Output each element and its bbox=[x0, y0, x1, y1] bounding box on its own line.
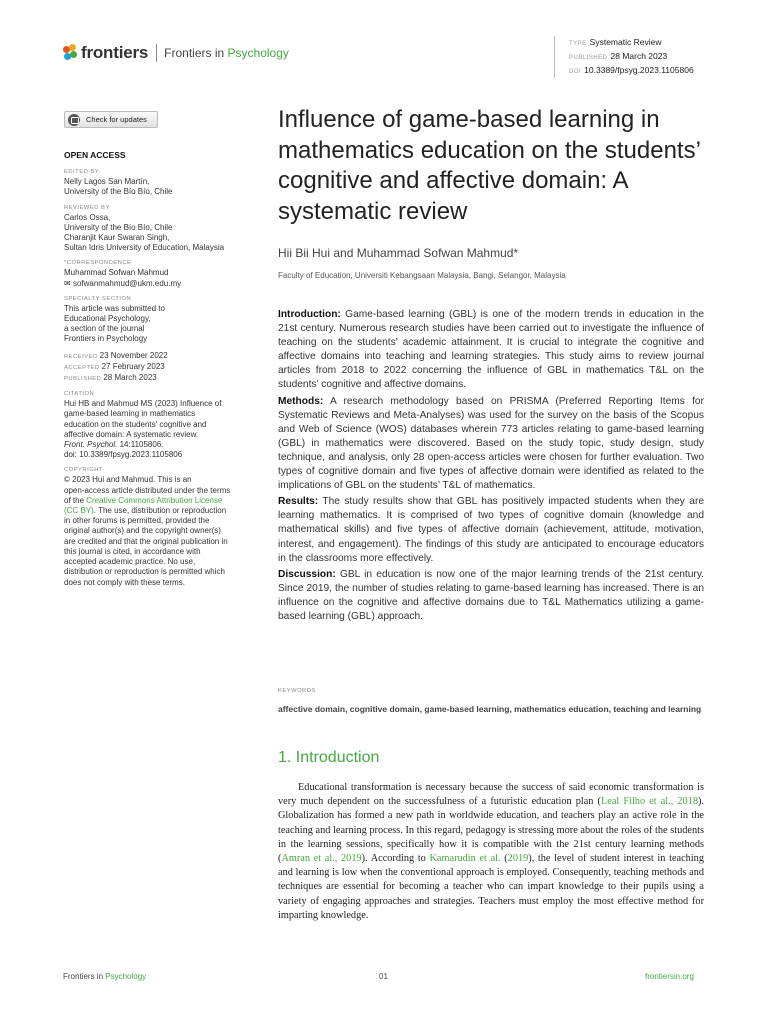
edited-by: EDITED BY Nelly Lagos San Martín, University of the Bío Bío, Chile bbox=[64, 169, 173, 197]
updates-icon bbox=[68, 114, 80, 126]
correspondence: *CORRESPONDENCE Muhammad Sofwan Mahmud ✉ sofwanmahmud@ukm.edu.my bbox=[64, 259, 264, 288]
introduction-body: Educational transformation is necessary because the success of said economic transformation is very much dependent on the successfulness of a futuristic education plan (Leal Filho et al., 2018). Globalization has formed a new path in worldwide education, and teachers play an active role in the teaching and learning process. In this regard, pedagogy is stressing more about the roles of the students in the learning sessions, specifically how it is compatible with the 21st century learning methods (Amran et al., 2019). According to Kamarudin et al. (2019), the level of student interest in teaching and learning is low when the conventional approach is employed. Consequently, teaching methods and techniques are essential for becoming a teacher who can impart knowledge to their pupils using a variety of engaging approaches and strategies. Teachers must employ the most effective method for imparting knowledge. bbox=[278, 782, 705, 921]
meta-type: TYPE Systematic Review bbox=[569, 37, 662, 47]
sidebar bbox=[64, 150, 264, 594]
email-link[interactable]: ✉ sofwanmahmud@ukm.edu.my bbox=[64, 278, 182, 288]
affiliation: Faculty of Education, Universiti Kebangsaan Malaysia, Bangi, Selangor, Malaysia bbox=[278, 271, 566, 280]
abstract-introduction: Introduction: Game-based learning (GBL) is one of the modern trends in education in the 21st century. Numerous research studies have been carried out to investigate the influence of teaching on the students’ academic attainment. It is crucial to integrate the cognitive and affective domains into teaching and learning strategies. This study aims to review journal articles from 2018 to 2022 concerning the influence of GBL in mathematics T&L on the students’ cognitive and affective domains. bbox=[278, 309, 704, 391]
article-meta bbox=[554, 36, 694, 78]
keywords-label: KEYWORDS bbox=[278, 688, 316, 694]
mail-icon: ✉ bbox=[64, 278, 71, 288]
footer-site-link[interactable]: frontiersin.org bbox=[645, 972, 694, 981]
footer-journal[interactable]: Frontiers in Psychology bbox=[63, 972, 147, 981]
meta-published: PUBLISHED 28 March 2023 bbox=[569, 51, 668, 61]
abstract-discussion: Discussion: GBL in education is now one of the major learning trends of the 21st century. Since 2019, the number of studies relating to game-based learning has increased. There is an influence on the cognitive and affective domains due to T&L Mathematics utilizing a game-based learning (GBL) approach. bbox=[278, 568, 704, 622]
citation: CITATION Hui HB and Mahmud MS (2023) Influence of game-based learning in mathematics education on the students’ cognitive and affective domain: A systematic review. Front. Psychol. 14:1105806. doi: 10.3389/fpsyg.2023.1105806 bbox=[64, 391, 222, 460]
reviewed-by: REVIEWED BY Carlos Ossa, University of the Bío Bío, Chile Charanjit Kaur Swaran Singh, Sultan Idris University of Education, Malaysia bbox=[64, 204, 225, 253]
license-link[interactable]: Creative Commons Attribution License bbox=[86, 495, 223, 505]
logo-divider bbox=[156, 44, 157, 62]
section-heading: 1. Introduction bbox=[278, 749, 380, 766]
frontiers-logo[interactable] bbox=[63, 43, 289, 63]
dates: RECEIVED 23 November 2022 ACCEPTED 27 February 2023 PUBLISHED 28 March 2023 bbox=[64, 350, 168, 383]
abstract bbox=[278, 308, 704, 626]
citation-link[interactable]: Leal Filho et al., 2018 bbox=[600, 796, 698, 808]
citation-link[interactable]: Amran et al., 2019 bbox=[281, 853, 362, 865]
abstract-results: Results: The study results show that GBL has positively impacted students when they are learning mathematics. It is comprised of two types of cognitive domain (knowledge and mathematical skills) and five types of affective domain (achievement, attitude, motivation, interest, and engagement). The findings of this study are anticipated to encourage educators in the classrooms more effectively. bbox=[278, 496, 704, 564]
frontiers-logo-icon bbox=[63, 44, 77, 62]
citation-link[interactable]: Kamarudin et al. bbox=[429, 853, 501, 865]
journal-name[interactable]: Frontiers in Psychology bbox=[164, 46, 289, 60]
page-number: 01 bbox=[379, 972, 388, 981]
authors[interactable]: Hii Bii Hui and Muhammad Sofwan Mahmud* bbox=[278, 246, 519, 260]
specialty-section: SPECIALTY SECTION This article was submitted to Educational Psychology, a section of the journal Frontiers in Psychology bbox=[64, 295, 165, 344]
license-abbr-link[interactable]: (CC BY) bbox=[64, 506, 94, 516]
copyright: COPYRIGHT © 2023 Hui and Mahmud. This is an open-access article distributed under the terms of the Creative Commons Attribution License (CC BY). The use, distribution or reproduction in other forums is permitted, provided the original author(s) and the copyright owner(s) are credited and that the original publication in this journal is cited, in accordance with accepted academic practice. No use, distribution or reproduction is permitted which does not comply with these terms. bbox=[64, 467, 231, 587]
article-title: Influence of game-based learning in mathematics education on the students’ cognitive and affective domain: A systematic review bbox=[278, 106, 701, 225]
brand-name: frontiers bbox=[81, 43, 149, 62]
meta-doi[interactable]: DOI 10.3389/fpsyg.2023.1105806 bbox=[569, 65, 694, 75]
keywords: affective domain, cognitive domain, game-based learning, mathematics education, teaching and learning bbox=[278, 704, 702, 714]
citation-link[interactable]: 2019 bbox=[507, 853, 529, 865]
open-access-label: OPEN ACCESS bbox=[64, 150, 126, 160]
abstract-methods: Methods: A research methodology based on PRISMA (Preferred Reporting Items for Systematic Reviews and Meta-Analyses) was used for the survey on the basis of the Scopus and Web of Science (WOS) databases wherein 773 articles relating to game-based learning (GBL) in mathematics were discovered. Based on the study topic, study design, study technique, and analysis, only 28 open-access articles were chosen for further evaluation. Two types of cognitive domain and five types of affective domain were identified as related to the implications of GBL on the students’ T&L of mathematics. bbox=[278, 395, 704, 492]
check-for-updates-button[interactable]: Check for updates bbox=[64, 111, 158, 128]
